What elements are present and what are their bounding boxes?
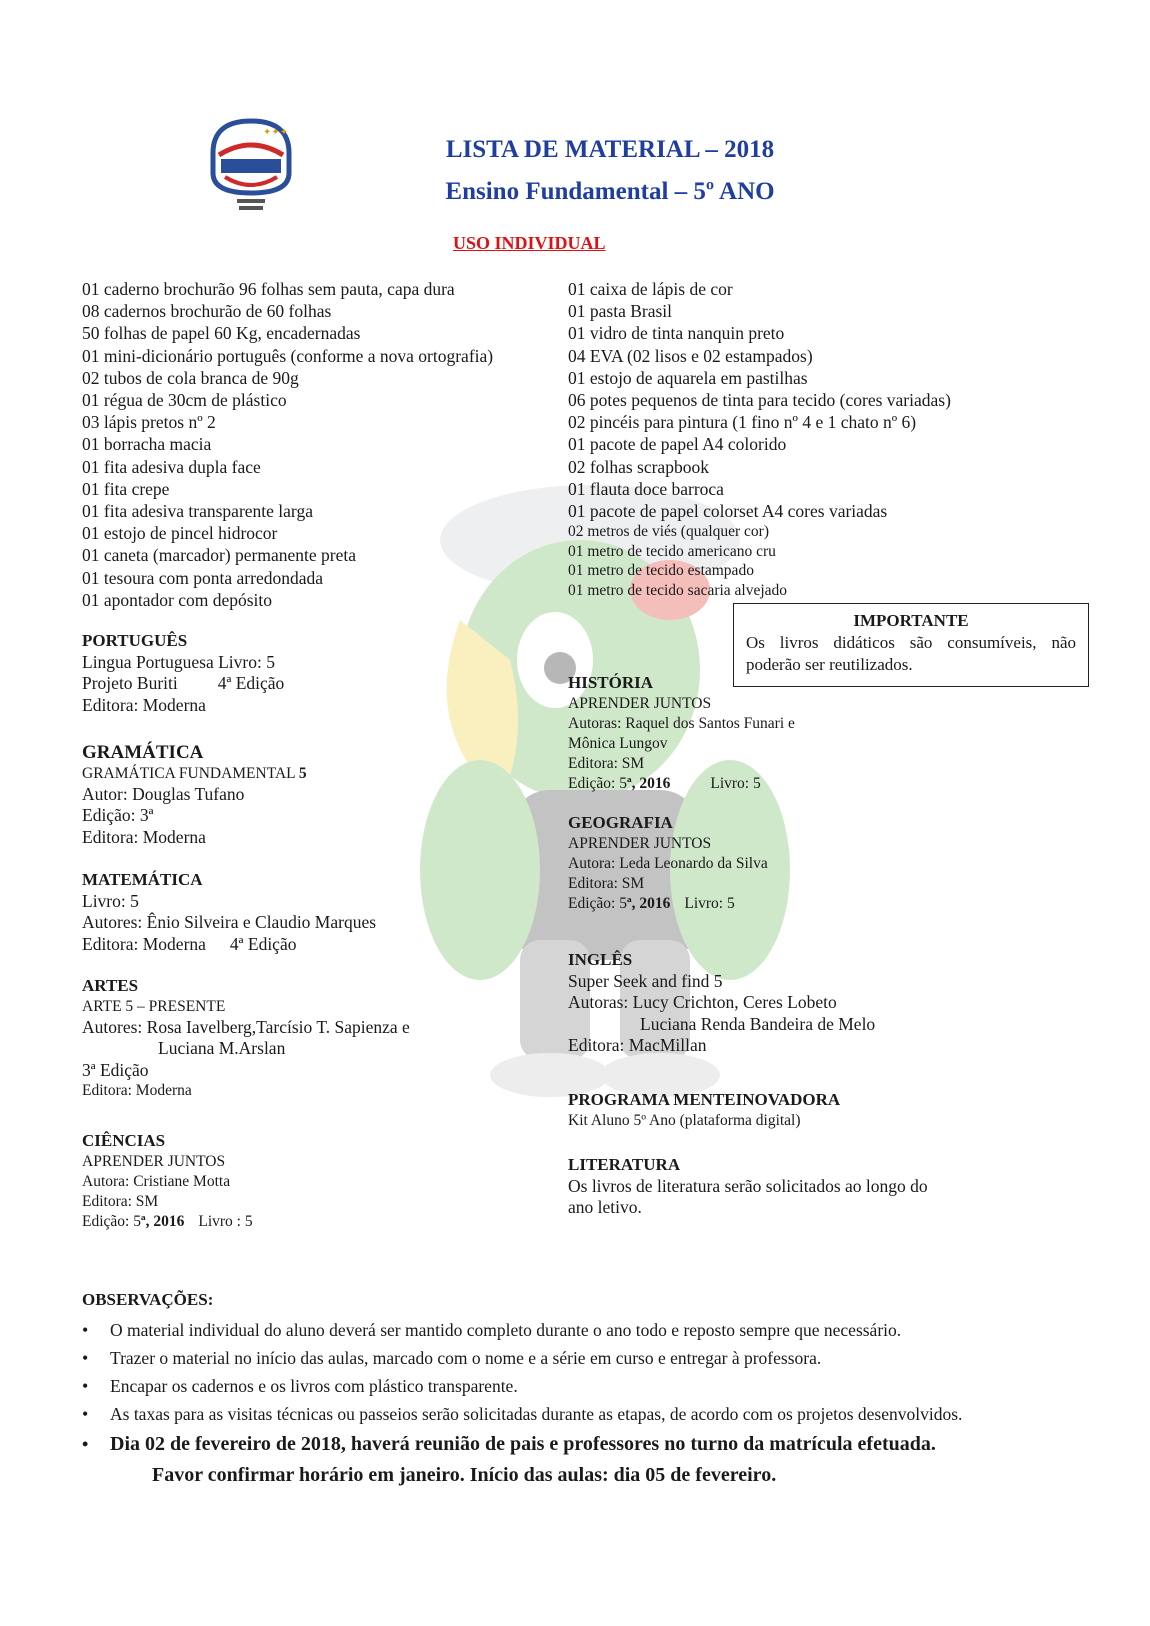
list-item: 06 potes pequenos de tinta para tecido (cores variadas)	[568, 390, 951, 411]
list-item: 01 pasta Brasil	[568, 301, 673, 322]
list-item: 01 vidro de tinta nanquin preto	[568, 323, 785, 344]
book-line: Edição: 5ª, 2016 Livro: 5	[568, 774, 761, 792]
list-item: 01 estojo de pincel hidrocor	[82, 523, 278, 544]
bullet-icon: •	[82, 1434, 89, 1454]
book-line: GRAMÁTICA FUNDAMENTAL 5	[82, 764, 307, 782]
section-heading: ARTES	[82, 976, 139, 995]
bullet-icon: •	[82, 1404, 89, 1424]
book-line: Autora: Leda Leonardo da Silva	[568, 854, 768, 872]
section-heading: GRAMÁTICA	[82, 742, 204, 763]
book-line: Livro: 5	[82, 890, 139, 911]
section-heading: LITERATURA	[568, 1155, 681, 1174]
book-line: Autores: Ênio Silveira e Claudio Marques	[82, 912, 377, 932]
section-heading: OBSERVAÇÕES:	[82, 1290, 214, 1309]
list-item: • As taxas para as visitas técnicas ou passeios serão solicitadas durante as etapas, de acordo com os projetos desenvolvidos.	[82, 1400, 1102, 1428]
list-item: 01 pacote de papel colorset A4 cores variadas	[568, 501, 888, 522]
book-line: Edição: 3ª	[82, 805, 154, 825]
list-item: 01 apontador com depósito	[82, 589, 273, 610]
book-ciencias	[82, 1130, 253, 1232]
list-item: 02 metros de viés (qualquer cor)	[568, 523, 770, 541]
list-item: 01 mini-dicionário português (conforme a nova ortografia)	[82, 345, 494, 366]
section-heading: CIÊNCIAS	[82, 1131, 166, 1150]
list-item: 01 flauta doce barroca	[568, 478, 724, 499]
list-item: 50 folhas de papel 60 Kg, encadernadas	[82, 323, 361, 344]
list-item: 01 fita adesiva dupla face	[82, 456, 261, 477]
observations	[82, 1290, 1102, 1490]
book-line: ARTE 5 – PRESENTE	[82, 997, 226, 1015]
book-line: Projeto Buriti 4ª Edição	[82, 673, 285, 693]
list-item: 02 pincéis para pintura (1 fino nº 4 e 1 chato nº 6)	[568, 412, 917, 433]
book-historia	[568, 672, 795, 794]
book-ingles	[568, 949, 875, 1057]
list-item: 01 tesoura com ponta arredondada	[82, 567, 324, 588]
book-line: Mônica Lungov	[568, 734, 668, 752]
book-line: 3ª Edição	[82, 1059, 149, 1080]
book-line: Editora: MacMillan	[568, 1035, 707, 1055]
book-line: Editora: Moderna	[82, 826, 206, 847]
book-line: Editora: SM	[568, 874, 645, 892]
book-gramatica	[82, 742, 307, 848]
svg-text:✦✦✦: ✦✦✦	[263, 127, 289, 138]
list-item: 04 EVA (02 lisos e 02 estampados)	[568, 345, 813, 366]
book-artes	[82, 975, 410, 1101]
book-line: APRENDER JUNTOS	[82, 1152, 226, 1170]
book-line: Autora: Cristiane Motta	[82, 1172, 231, 1190]
book-line: Editora: SM	[568, 754, 645, 772]
observations-list	[82, 1316, 1102, 1460]
list-item: • Encapar os cadernos e os livros com plástico transparente.	[82, 1372, 1102, 1400]
book-line: Autoras: Raquel dos Santos Funari e	[568, 714, 795, 732]
book-line: Editora: Moderna	[82, 1082, 192, 1099]
book-line: Lingua Portuguesa Livro: 5	[82, 651, 275, 672]
book-matematica	[82, 869, 376, 955]
book-line: Os livros de literatura serão solicitados ao longo do	[568, 1175, 928, 1196]
list-item: 01 caneta (marcador) permanente preta	[82, 545, 357, 566]
section-heading: GEOGRAFIA	[568, 813, 673, 832]
book-line: Editora: Moderna 4ª Edição	[82, 933, 297, 954]
list-item: 01 metro de tecido estampado	[568, 562, 754, 580]
book-line: ano letivo.	[568, 1197, 642, 1217]
bullet-icon: •	[82, 1376, 89, 1396]
list-item: 01 fita crepe	[82, 478, 170, 499]
section-label: USO INDIVIDUAL	[453, 233, 606, 253]
book-geografia	[568, 812, 768, 914]
section-heading: MATEMÁTICA	[82, 870, 203, 889]
material-list-right	[568, 278, 951, 600]
book-line: Edição: 5ª, 2016 Livro : 5	[82, 1212, 253, 1230]
list-item: 03 lápis pretos nº 2	[82, 412, 216, 433]
list-item: 01 régua de 30cm de plástico	[82, 390, 287, 411]
list-item: • Trazer o material no início das aulas, marcado com o nome e a série em curso e entregar à professora.	[82, 1344, 1102, 1372]
book-line: Autores: Rosa Iavelberg,Tarcísio T. Sapienza e	[82, 1016, 410, 1037]
section-heading: HISTÓRIA	[568, 673, 654, 692]
list-item: 01 caderno brochurão 96 folhas sem pauta, capa dura	[82, 279, 455, 299]
page-subtitle: Ensino Fundamental – 5º ANO	[445, 178, 775, 205]
list-item: 02 folhas scrapbook	[568, 456, 709, 477]
book-line: Edição: 5ª, 2016 Livro: 5	[568, 894, 735, 912]
list-item: 02 tubos de cola branca de 90g	[82, 367, 299, 388]
highlight-continuation: Favor confirmar horário em janeiro. Início das aulas: dia 05 de fevereiro.	[152, 1464, 777, 1486]
section-heading: PORTUGUÊS	[82, 631, 188, 650]
list-item: 01 estojo de aquarela em pastilhas	[568, 367, 808, 388]
page-title: LISTA DE MATERIAL – 2018	[445, 136, 775, 163]
book-line: APRENDER JUNTOS	[568, 694, 712, 712]
book-line: Kit Aluno 5º Ano (plataforma digital)	[568, 1111, 801, 1129]
list-item: 08 cadernos brochurão de 60 folhas	[82, 301, 332, 322]
book-line: Editora: Moderna	[82, 694, 206, 715]
book-line: APRENDER JUNTOS	[568, 834, 712, 852]
book-line: Autoras: Lucy Crichton, Ceres Lobeto	[568, 992, 837, 1012]
important-title: IMPORTANTE	[853, 611, 969, 630]
list-item: 01 fita adesiva transparente larga	[82, 501, 313, 522]
section-heading: INGLÊS	[568, 950, 633, 969]
book-literatura	[568, 1154, 928, 1219]
list-item: • O material individual do aluno deverá ser mantido completo durante o ano todo e reposto sempre que necessário.	[82, 1316, 1102, 1344]
list-item: 01 metro de tecido americano cru	[568, 542, 776, 560]
book-portugues	[82, 630, 284, 716]
list-item: 01 pacote de papel A4 colorido	[568, 434, 787, 455]
book-line: Luciana M.Arslan	[158, 1038, 286, 1058]
book-line: Autor: Douglas Tufano	[82, 783, 245, 804]
section-heading: PROGRAMA MENTEINOVADORA	[568, 1090, 841, 1109]
important-body: Os livros didáticos são consumíveis, não poderão ser reutilizados.	[746, 633, 1076, 674]
list-item-highlight: • Dia 02 de fevereiro de 2018, haverá reunião de pais e professores no turno da matrícula efetuada.	[82, 1428, 1102, 1460]
book-line: Luciana Renda Bandeira de Melo	[640, 1013, 876, 1034]
list-item: 01 caixa de lápis de cor	[568, 279, 733, 299]
bullet-icon: •	[82, 1348, 89, 1368]
bullet-icon: •	[82, 1320, 89, 1340]
book-line: Super Seek and find 5	[568, 970, 723, 991]
book-line: Editora: SM	[82, 1192, 159, 1210]
book-programa	[568, 1089, 840, 1131]
list-item: 01 borracha macia	[82, 434, 212, 455]
list-item: 01 metro de tecido sacaria alvejado	[568, 581, 788, 599]
material-list-left	[82, 278, 493, 611]
